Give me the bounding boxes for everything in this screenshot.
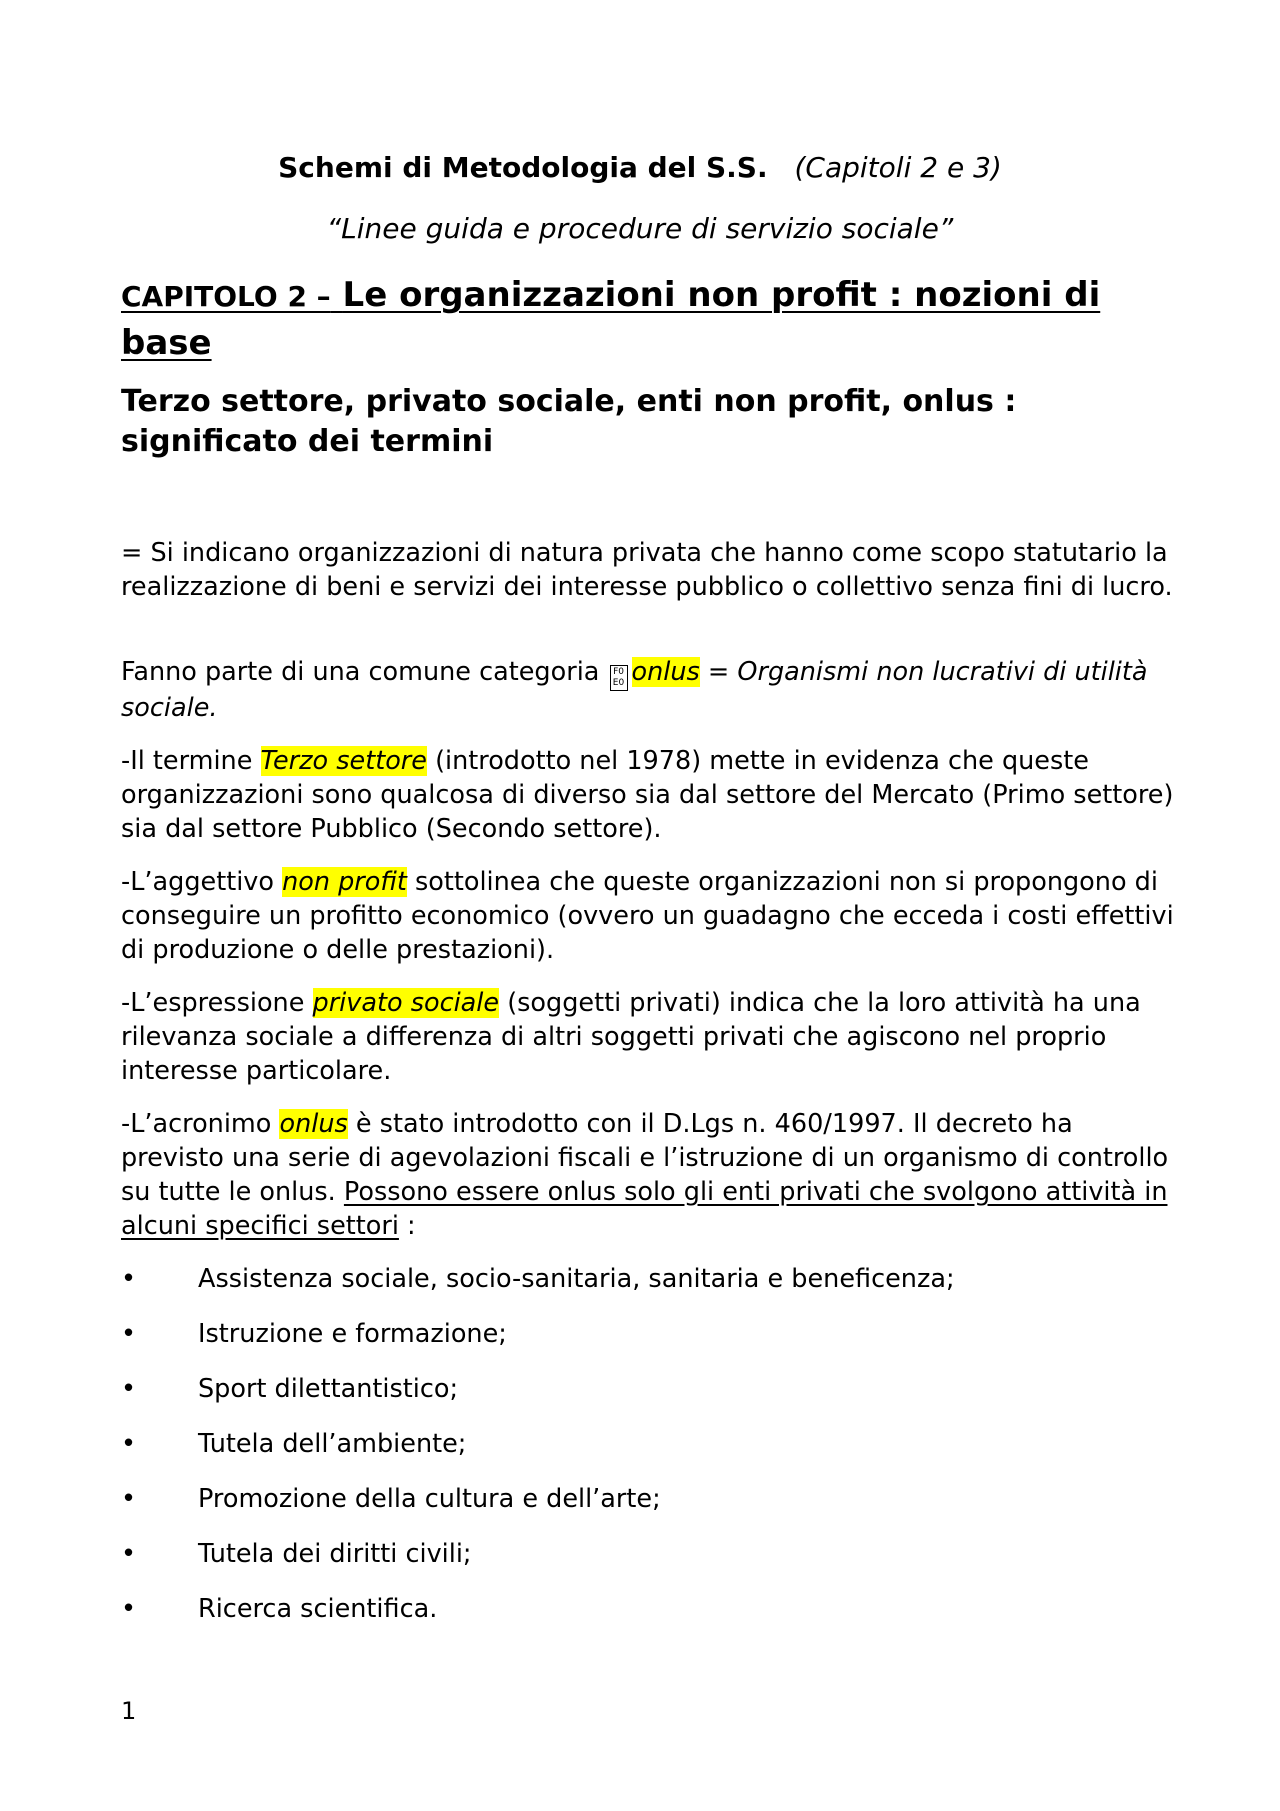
list-item <box>121 1372 1181 1427</box>
bullet-icon: • <box>121 1264 137 1294</box>
paragraph-definition: = Si indicano organizzazioni di natura privata che hanno come scopo statutario la realizzazione di beni e servizi dei interesse pubblico o collettivo senza fini di lucro. <box>121 538 1173 602</box>
paragraph-category-post: = Organismi non lucrativi di utilità sociale. <box>121 657 1148 723</box>
missing-glyph-icon: F0 E0 <box>610 665 628 691</box>
bullet-icon: • <box>121 1374 137 1404</box>
paragraph-category <box>121 655 1181 725</box>
document-title-italic: (Capitoli 2 e 3) <box>794 151 1002 184</box>
paragraph-onlus-acronym <box>121 1107 1181 1243</box>
highlight-privato-sociale: privato sociale <box>312 988 500 1018</box>
document-title-bold: Schemi di Metodologia del S.S. <box>278 151 768 184</box>
highlight-onlus-acronym: onlus <box>279 1109 348 1139</box>
paragraph-non-profit <box>121 865 1181 967</box>
chapter-title: Le organizzazioni non profit : nozioni di base <box>121 275 1101 363</box>
section-heading: Terzo settore, privato sociale, enti non profit, onlus : significato dei termini <box>121 384 1017 459</box>
list-item-text: Istruzione e formazione; <box>198 1319 507 1349</box>
list-item <box>121 1262 1181 1317</box>
highlight-terzo-settore: Terzo settore <box>260 746 427 776</box>
list-item-text: Tutela dell’ambiente; <box>198 1429 467 1459</box>
paragraph-onlus-acronym-mid: è stato introdotto con il D.Lgs n. 460/1997. Il decreto ha previsto una serie di agevolazioni fiscali e l’istruzione di un organismo di controllo su tutte le onlus. <box>121 1109 1169 1207</box>
bullet-icon: • <box>121 1319 137 1349</box>
paragraph-category-pre: Fanno parte di una comune categoria <box>121 657 600 687</box>
bullet-icon: • <box>121 1484 137 1514</box>
list-item-text: Ricerca scientifica. <box>198 1594 438 1624</box>
list-item-text: Assistenza sociale, socio-sanitaria, sanitaria e beneficenza; <box>198 1264 955 1294</box>
bullet-icon: • <box>121 1594 137 1624</box>
document-title <box>0 150 1280 186</box>
paragraph-privato-sociale <box>121 986 1181 1088</box>
list-item <box>121 1482 1181 1537</box>
page-number: 1 <box>121 1697 137 1725</box>
paragraph-terzo-settore <box>121 744 1181 846</box>
bullet-icon: • <box>121 1539 137 1569</box>
paragraph-onlus-end: : <box>407 1211 416 1241</box>
paragraph-non-profit-pre: -L’aggettivo <box>121 867 274 897</box>
paragraph-non-profit-post: sottolinea che queste organizzazioni non si propongono di conseguire un profitto economico (ovvero un guadagno che ecceda i costi effettivi di produzione o delle prestazioni). <box>121 867 1174 965</box>
list-item <box>121 1317 1181 1372</box>
chapter-heading <box>121 272 1161 366</box>
list-item <box>121 1592 1181 1647</box>
paragraph-terzo-settore-post: (introdotto nel 1978) mette in evidenza che queste organizzazioni sono qualcosa di diverso sia dal settore del Mercato (Primo settore) sia dal settore Pubblico (Secondo settore). <box>121 746 1174 844</box>
paragraph-privato-sociale-pre: -L’espressione <box>121 988 305 1018</box>
list-item <box>121 1427 1181 1482</box>
list-item-text: Tutela dei diritti civili; <box>198 1539 472 1569</box>
list-item <box>121 1537 1181 1592</box>
list-item-text: Promozione della cultura e dell’arte; <box>198 1484 661 1514</box>
paragraph-terzo-settore-pre: -Il termine <box>121 746 253 776</box>
list-item-text: Sport dilettantistico; <box>198 1374 459 1404</box>
chapter-prefix: CAPITOLO 2 – <box>121 280 331 313</box>
paragraph-onlus-acronym-pre: -L’acronimo <box>121 1109 272 1139</box>
highlight-non-profit: non profit <box>282 867 407 897</box>
document-subtitle: “Linee guida e procedure di servizio sociale” <box>326 212 954 245</box>
paragraph-privato-sociale-post: (soggetti privati) indica che la loro attività ha una rilevanza sociale a differenza di altri soggetti privati che agiscono nel proprio interesse particolare. <box>121 988 1141 1086</box>
highlight-onlus: onlus <box>631 657 700 687</box>
sectors-list <box>121 1262 1181 1647</box>
paragraph-onlus-underlined: Possono essere onlus solo gli enti privati che svolgono attività in alcuni specifici settori <box>121 1177 1168 1241</box>
bullet-icon: • <box>121 1429 137 1459</box>
